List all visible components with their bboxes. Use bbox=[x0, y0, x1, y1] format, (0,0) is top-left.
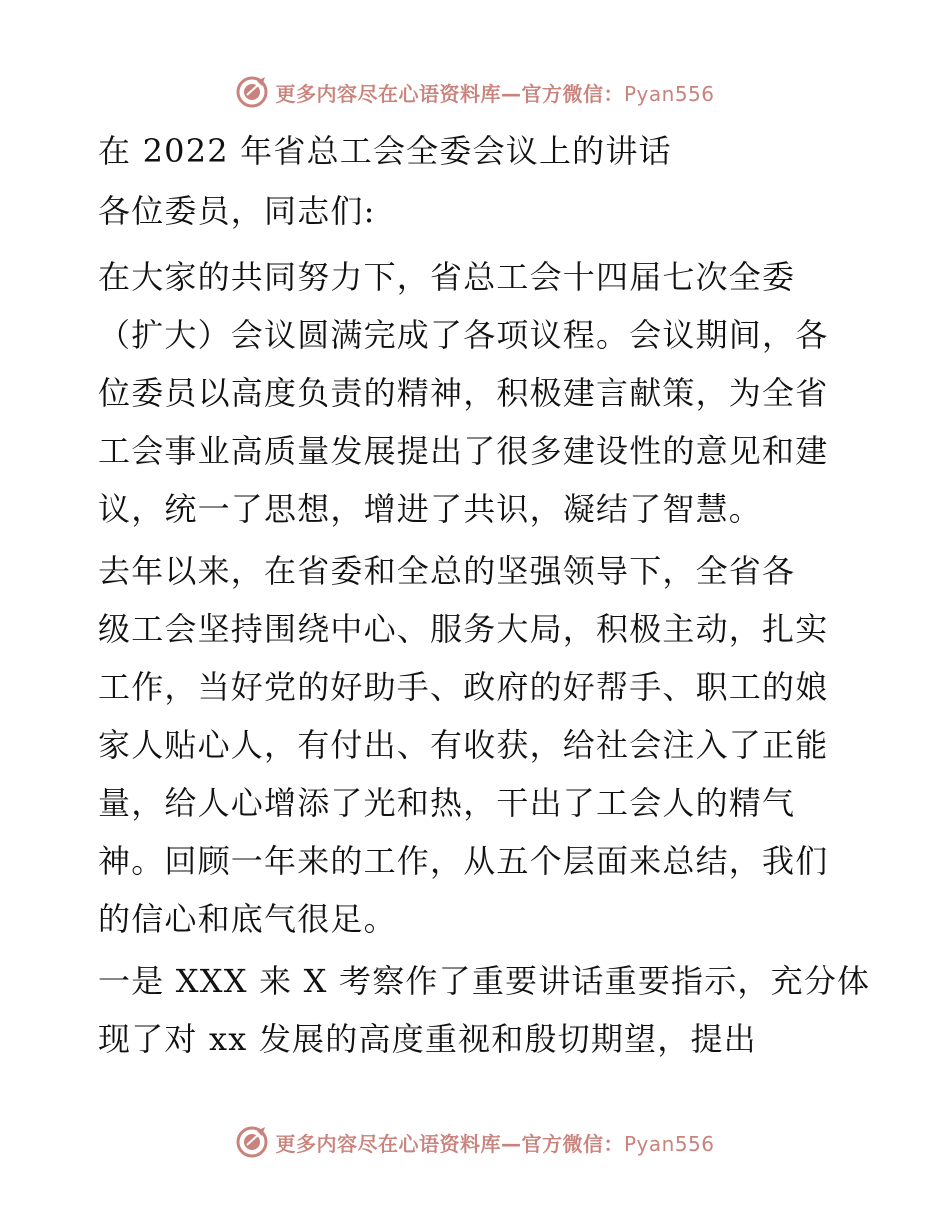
paragraph-line: （扩大）会议圆满完成了各项议程。会议期间，各 bbox=[98, 316, 829, 354]
paragraph-line: 工作，当好党的好助手、政府的好帮手、职工的娘 bbox=[98, 668, 829, 706]
greeting: 各位委员，同志们: bbox=[98, 192, 376, 230]
paragraph-1 bbox=[98, 248, 858, 538]
paragraph-line: 神。回顾一年来的工作，从五个层面来总结，我们 bbox=[98, 842, 829, 880]
watermark-text: 更多内容尽在心语资料库—官方微信：Pyan556 bbox=[275, 81, 715, 106]
paragraph-line: 议，统一了思想，增进了共识，凝结了智慧。 bbox=[98, 490, 763, 528]
document-title: 在 2022 年省总工会全委会议上的讲话 bbox=[98, 132, 672, 170]
paragraph-line: 工会事业高质量发展提出了很多建设性的意见和建 bbox=[98, 432, 829, 470]
paragraph-line: 一是 XXX 来 X 考察作了重要讲话重要指示，充分体 bbox=[98, 962, 871, 1000]
paragraph-2 bbox=[98, 542, 858, 948]
quill-logo-icon bbox=[235, 1125, 269, 1159]
paragraph-line: 级工会坚持围绕中心、服务大局，积极主动，扎实 bbox=[98, 610, 829, 648]
paragraph-3 bbox=[98, 952, 871, 1068]
paragraph-line: 去年以来，在省委和全总的坚强领导下，全省各 bbox=[98, 552, 796, 590]
watermark-text: 更多内容尽在心语资料库—官方微信：Pyan556 bbox=[275, 1131, 715, 1156]
paragraph-line: 在大家的共同努力下，省总工会十四届七次全委 bbox=[98, 258, 796, 296]
paragraph-line: 量，给人心增添了光和热，干出了工会人的精气 bbox=[98, 784, 796, 822]
paragraph-line: 的信心和底气很足。 bbox=[98, 900, 397, 938]
quill-logo-icon bbox=[235, 75, 269, 109]
paragraph-line: 位委员以高度负责的精神，积极建言献策，为全省 bbox=[98, 374, 829, 412]
paragraph-line: 现了对 xx 发展的高度重视和殷切期望，提出 bbox=[98, 1020, 757, 1058]
document-body bbox=[98, 122, 871, 1068]
watermark-footer bbox=[0, 1122, 950, 1162]
watermark-header bbox=[0, 72, 950, 112]
paragraph-line: 家人贴心人，有付出、有收获，给社会注入了正能 bbox=[98, 726, 829, 764]
